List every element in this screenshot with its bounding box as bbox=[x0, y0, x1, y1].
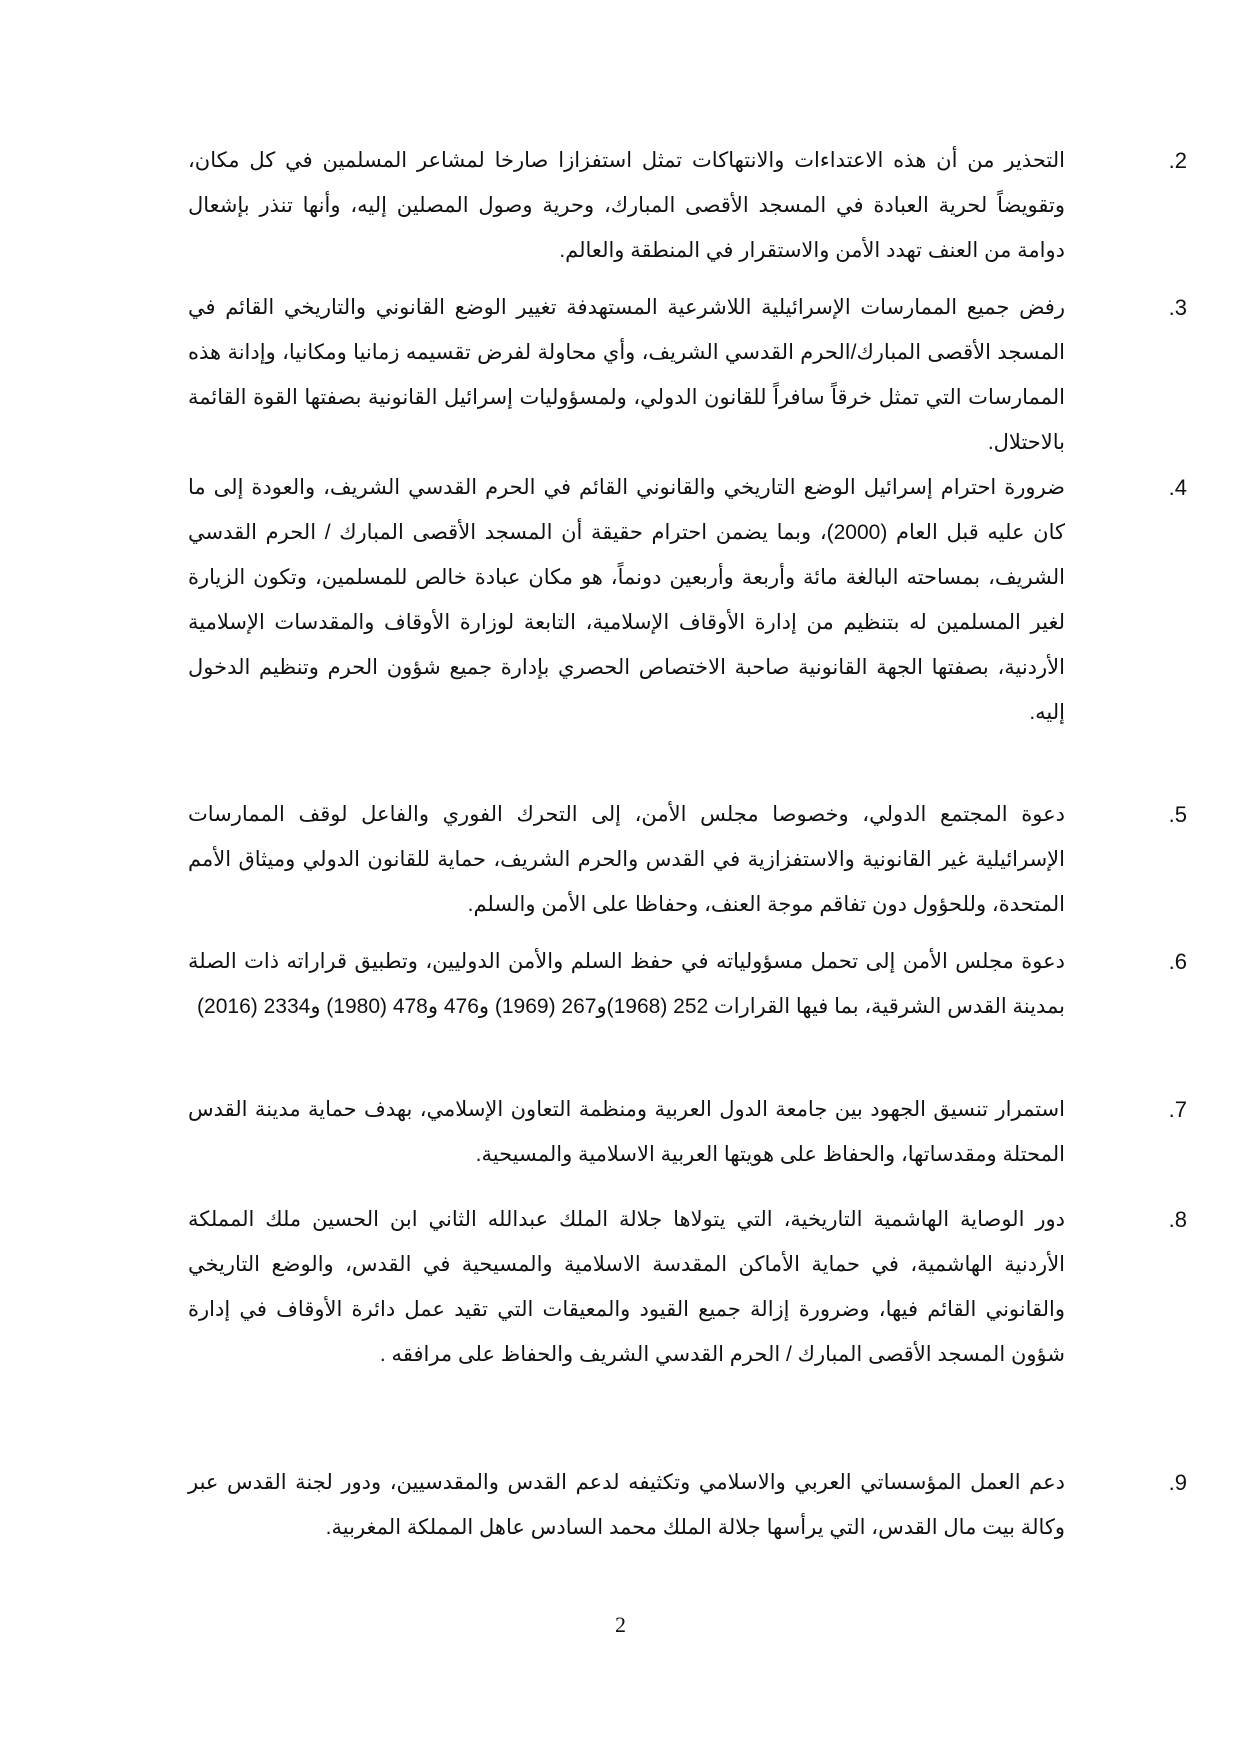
item-number: .8 bbox=[1168, 1207, 1187, 1232]
list-item bbox=[188, 939, 1187, 1087]
item-number: .7 bbox=[1168, 1097, 1187, 1122]
item-number: .9 bbox=[1168, 1470, 1187, 1495]
list-item bbox=[188, 138, 1187, 285]
item-text: دعوة مجلس الأمن إلى تحمل مسؤولياته في حفظ السلم والأمن الدوليين، وتطبيق قراراته ذات الصلة بمدينة القدس الشرقية، بما فيها القرارات 252 (1968)و267 (1969) و476 و478 (1980) و2334 (2016) bbox=[188, 950, 1065, 1018]
numbered-list bbox=[188, 138, 1187, 1610]
list-item bbox=[188, 465, 1187, 792]
list-item bbox=[188, 792, 1187, 939]
item-number: .4 bbox=[1168, 475, 1187, 500]
item-number: .5 bbox=[1168, 802, 1187, 827]
item-number: .2 bbox=[1168, 148, 1187, 173]
list-item bbox=[188, 1087, 1187, 1197]
item-text: دور الوصاية الهاشمية التاريخية، التي يتولاها جلالة الملك عبدالله الثاني ابن الحسين ملك المملكة الأردنية الهاشمية، في حماية الأماكن المقدسة الاسلامية والمسيحية في القدس، والوضع التاريخي والقانوني القائم فيها، وضرورة إزالة جميع القيود والمعيقات التي تقيد عمل دائرة الأوقاف في إدارة شؤون المسجد الأقصى المبارك / الحرم القدسي الشريف والحفاظ على مرافقه . bbox=[188, 1208, 1065, 1366]
item-text: دعوة المجتمع الدولي، وخصوصا مجلس الأمن، إلى التحرك الفوري والفاعل لوقف الممارسات الإسرائيلية غير القانونية والاستفزازية في القدس والحرم الشريف، حماية للقانون الدولي وميثاق الأمم المتحدة، وللحؤول دون تفاقم موجة العنف، وحفاظا على الأمن والسلم. bbox=[188, 803, 1065, 916]
item-text: استمرار تنسيق الجهود بين جامعة الدول العربية ومنظمة التعاون الإسلامي، بهدف حماية مدينة القدس المحتلة ومقدساتها، والحفاظ على هويتها العربية الاسلامية والمسيحية. bbox=[188, 1098, 1065, 1166]
item-text: دعم العمل المؤسساتي العربي والاسلامي وتكثيفه لدعم القدس والمقدسيين، ودور لجنة القدس عبر وكالة بيت مال القدس، التي يرأسها جلالة الملك محمد السادس عاهل المملكة المغربية. bbox=[188, 1471, 1065, 1539]
item-number: .3 bbox=[1168, 295, 1187, 320]
item-text: رفض جميع الممارسات الإسرائيلية اللاشرعية المستهدفة تغيير الوضع القانوني والتاريخي القائم في المسجد الأقصى المبارك/الحرم القدسي الشريف، وأي محاولة لفرض تقسيمه زمانيا ومكانيا، وإدانة هذه الممارسات التي تمثل خرقاً سافراً للقانون الدولي، ولمسؤوليات إسرائيل القانونية بصفتها القوة القائمة بالاحتلال. bbox=[188, 296, 1065, 454]
list-item bbox=[188, 1460, 1187, 1610]
list-item bbox=[188, 285, 1187, 465]
item-text: ضرورة احترام إسرائيل الوضع التاريخي والقانوني القائم في الحرم القدسي الشريف، والعودة إلى ما كان عليه قبل العام (2000)، وبما يضمن احترام حقيقة أن المسجد الأقصى المبارك / الحرم القدسي الشريف، بمساحته البالغة مائة وأربعة وأربعين دونماً، هو مكان عبادة خالص للمسلمين، وتكون الزيارة لغير المسلمين له بتنظيم من إدارة الأوقاف الإسلامية، التابعة لوزارة الأوقاف والمقدسات الإسلامية الأردنية، بصفتها الجهة القانونية صاحبة الاختصاص الحصري بإدارة جميع شؤون الحرم وتنظيم الدخول إليه. bbox=[188, 476, 1065, 724]
list-item bbox=[188, 1197, 1187, 1460]
item-number: .6 bbox=[1168, 949, 1187, 974]
page-number: 2 bbox=[615, 1612, 626, 1637]
item-text: التحذير من أن هذه الاعتداءات والانتهاكات تمثل استفزازا صارخا لمشاعر المسلمين في كل مكان، وتقويضاً لحرية العبادة في المسجد الأقصى المبارك، وحرية وصول المصلين إليه، وأنها تنذر بإشعال دوامة من العنف تهدد الأمن والاستقرار في المنطقة والعالم. bbox=[188, 149, 1065, 262]
